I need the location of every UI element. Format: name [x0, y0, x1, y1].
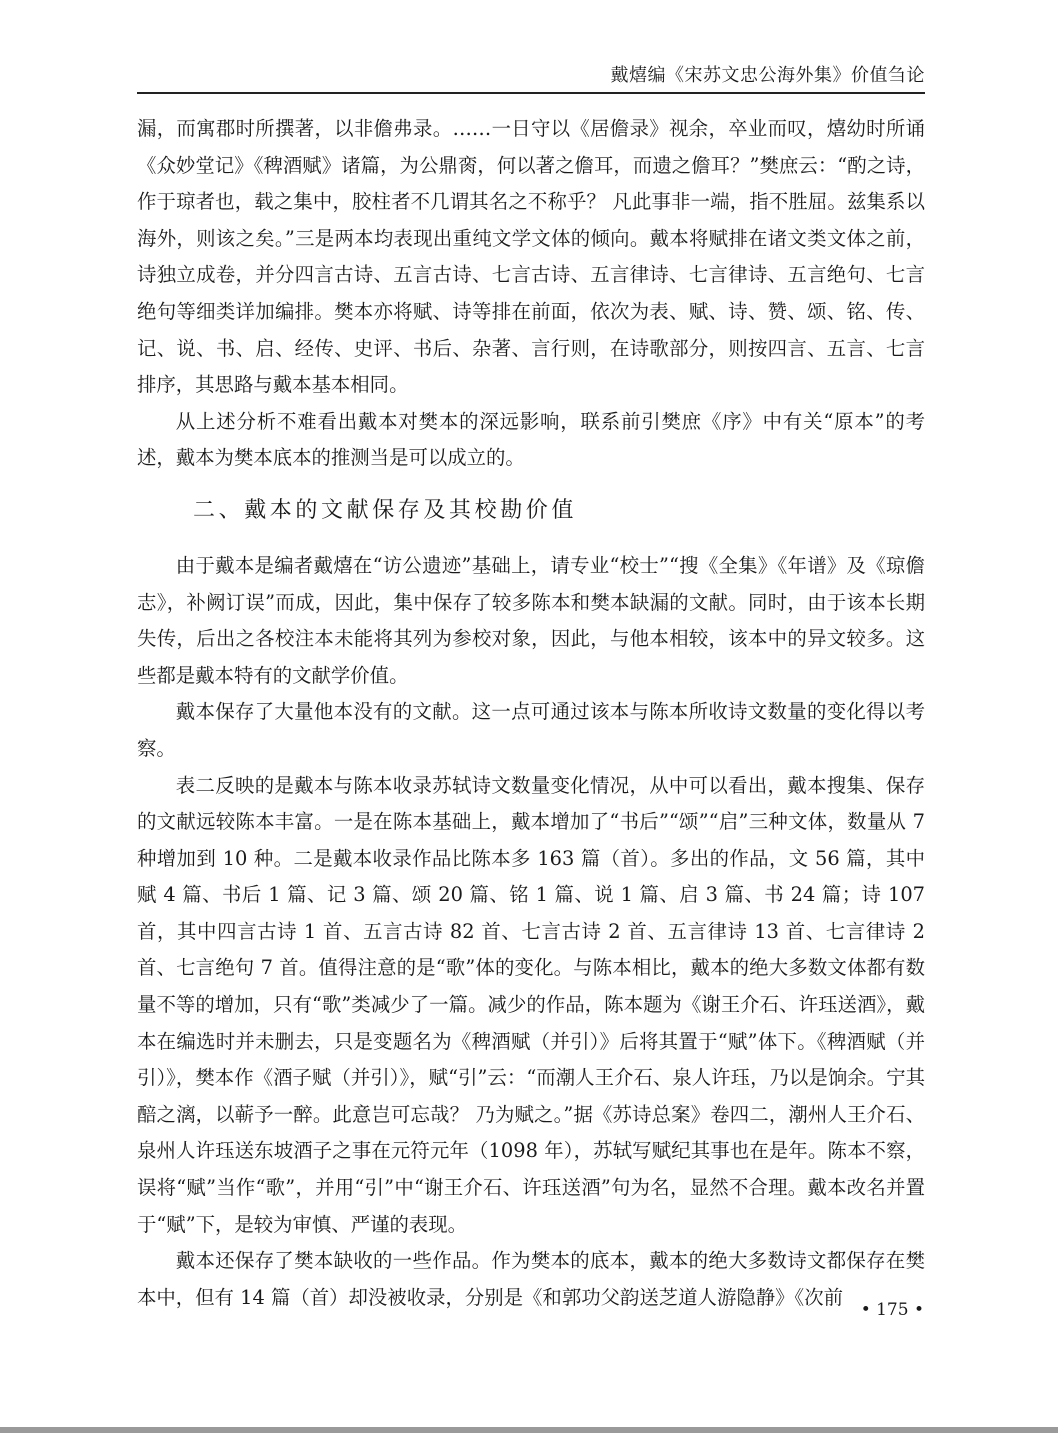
paragraph: 戴本还保存了樊本缺收的一些作品。作为樊本的底本，戴本的绝大多数诗文都保存在樊本中，但有 14 篇（首）却没被收录，分别是《和郭功父韵送芝道人游隐静》《次前 — [137, 1249, 925, 1309]
running-title: 戴熺编《宋苏文忠公海外集》价值刍论 — [610, 65, 925, 86]
page-edge — [0, 1427, 1058, 1433]
page-body — [137, 111, 925, 1316]
paragraph: 表二反映的是戴本与陈本收录苏轼诗文数量变化情况，从中可以看出，戴本搜集、保存的文献远较陈本丰富。一是在陈本基础上，戴本增加了“书后”“颂”“启”三种文体，数量从 7 种增加到 10 种。二是戴本收录作品比陈本多 163 篇（首）。多出的作品，文 56 篇，其中赋 4 篇、书后 1 篇、记 3 篇、颂 20 篇、铭 1 篇、说 1 篇、启 3 篇、书 24 篇；诗 107 首，其中四言古诗 1 首、五言古诗 82 首、七言古诗 2 首、五言律诗 13 首、七言律诗 2 首、七言绝句 7 首。值得注意的是“歌”体的变化。与陈本相比，戴本的绝大多数文体都有数量不等的增加，只有“歌”类减少了一篇。减少的作品，陈本题为《谢王介石、许珏送酒》，戴本在编选时并未删去，只是变题名为《稗酒赋（并引）》后将其置于“赋”体下。《稗酒赋（并引）》，樊本作《酒子赋（并引）》，赋“引”云：“而潮人王介石、泉人许珏，乃以是饷余。宁其醅之漓，以蕲予一醉。此意岂可忘哉？ 乃为赋之。”据《苏诗总案》卷四二，潮州人王介石、泉州人许珏送东坡酒子之事在元符元年（1098 年），苏轼写赋纪其事也在是年。陈本不察，误将“赋”当作“歌”，并用“引”中“谢王介石、许珏送酒”句为名，显然不合理。戴本改名并置于“赋”下，是较为审慎、严谨的表现。 — [137, 773, 925, 1236]
paragraph: 从上述分析不难看出戴本对樊本的深远影响，联系前引樊庶《序》中有关“原本”的考述，戴本为樊本底本的推测当是可以成立的。 — [137, 409, 925, 470]
paragraph-continued: 漏，而寓郡时所撰著，以非儋弗录。……一日守以《居儋录》视余，卒业而叹，熺幼时所诵《众妙堂记》《稗酒赋》诸篇，为公鼎脔，何以著之儋耳，而遗之儋耳？”樊庶云：“酌之诗，作于琼者也，载之集中，胶柱者不几谓其名之不称乎？ 凡此事非一端，指不胜屈。兹集系以海外，则该之矣。”三是两本均表现出重纯文学文体的倾向。戴本将赋排在诸文类文体之前，诗独立成卷，并分四言古诗、五言古诗、七言古诗、五言律诗、七言律诗、五言绝句、七言绝句等细类详加编排。樊本亦将赋、诗等排在前面，依次为表、赋、诗、赞、颂、铭、传、记、说、书、启、经传、史评、书后、杂著、言行则，在诗歌部分，则按四言、五言、七言排序，其思路与戴本基本相同。 — [137, 117, 925, 397]
running-head — [137, 60, 925, 94]
paragraph: 戴本保存了大量他本没有的文献。这一点可通过该本与陈本所收诗文数量的变化得以考察。 — [137, 700, 925, 760]
page-number: • 175 • — [860, 1300, 924, 1320]
paragraph: 由于戴本是编者戴熺在“访公遗迹”基础上，请专业“校士”“搜《全集》《年谱》及《琼儋志》，补阙订误”而成，因此，集中保存了较多陈本和樊本缺漏的文献。同时，由于该本长期失传，后出之各校注本未能将其列为参校对象，因此，与他本相较，该本中的异文较多。这些都是戴本特有的文献学价值。 — [137, 553, 925, 687]
section-heading: 二、戴本的文献保存及其校勘价值 — [193, 497, 578, 523]
